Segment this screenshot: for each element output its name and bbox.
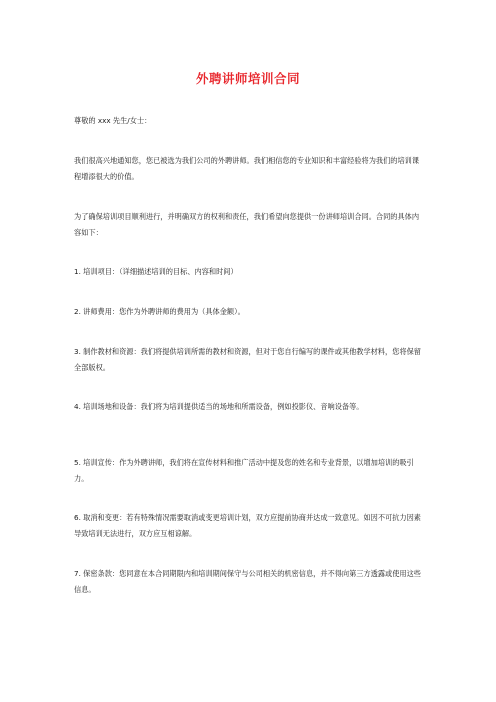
clause-training-project: 1. 培训项目：（详细描述培训的目标、内容和时间） — [74, 267, 238, 276]
paragraph-intro: 我们很高兴地通知您，您已被选为我们公司的外聘讲师。我们相信您的专业知识和丰富经验将为我们的培训课程增添很大的价值。 — [74, 156, 420, 181]
clause-cancellation: 6. 取消和变更：若有特殊情况需要取消或变更培训计划，双方应提前协商并达成一致意见。如因不可抗力因素导致培训无法进行，双方应互相谅解。 — [74, 513, 421, 538]
clause-promotion: 5. 培训宣传：作为外聘讲师，我们将在宣传材料和推广活动中提及您的姓名和专业背景，以增加培训的吸引力。 — [74, 458, 414, 483]
document-title: 外聘讲师培训合同 — [195, 71, 300, 86]
clause-lecturer-fee: 2. 讲师费用：您作为外聘讲师的费用为（具体金额）。 — [74, 307, 245, 316]
clause-venue-equipment: 4. 培训场地和设备：我们将为培训提供适当的场地和所需设备，例如投影仪、音响设备等。 — [74, 402, 364, 411]
paragraph-purpose: 为了确保培训项目顺利进行，并明确双方的权利和责任，我们希望向您提供一份讲师培训合同。合同的具体内容如下： — [74, 212, 420, 237]
clause-materials: 3. 制作教材和资源：我们将提供培训所需的教材和资源，但对于您自行编写的课件或其他教学材料，您将保留全部版权。 — [74, 347, 421, 372]
salutation: 尊敬的 xxx 先生/女士： — [74, 116, 152, 125]
clause-confidentiality: 7. 保密条款：您同意在本合同期限内和培训期间保守与公司相关的机密信息，并不得向第三方透露或使用这些信息。 — [74, 569, 421, 594]
